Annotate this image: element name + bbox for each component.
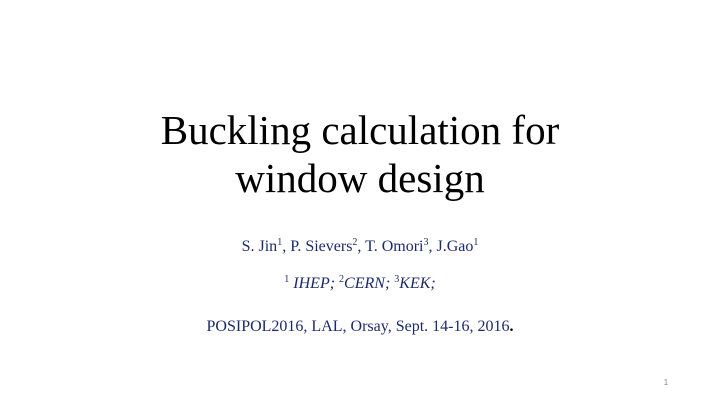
affiliation-name: IHEP; <box>289 275 340 292</box>
affiliation-list <box>0 275 720 293</box>
affiliation-name: KEK; <box>399 275 436 292</box>
affiliation <box>394 275 435 292</box>
author <box>365 238 436 255</box>
author-separator: , <box>428 238 437 255</box>
author <box>437 238 479 255</box>
author-separator: , <box>357 238 366 255</box>
conference-period: . <box>509 318 514 335</box>
conference-line <box>0 318 720 336</box>
conference-text: POSIPOL2016, LAL, Orsay, Sept. 14-16, 2016 <box>206 318 510 335</box>
author-affiliation-mark: 3 <box>423 237 429 248</box>
slide-title <box>0 106 720 202</box>
affiliation <box>339 275 394 292</box>
affiliation-mark: 3 <box>394 274 400 285</box>
slide-title-line-2: window design <box>235 155 485 201</box>
author-separator: , <box>282 238 291 255</box>
author-name: J.Gao <box>436 238 474 255</box>
author-name: S. Jin <box>241 238 278 255</box>
author-affiliation-mark: 1 <box>277 237 283 248</box>
author-affiliation-mark: 1 <box>473 237 479 248</box>
affiliation-name: CERN; <box>344 275 395 292</box>
affiliation-mark: 1 <box>284 274 290 285</box>
slide-title-line-1: Buckling calculation for <box>160 107 560 153</box>
author-name: P. Sievers <box>290 238 353 255</box>
author-list <box>0 238 720 256</box>
author-name: T. Omori <box>365 238 424 255</box>
page-number: 1 <box>663 378 669 387</box>
author <box>290 238 365 255</box>
affiliation-mark: 2 <box>339 274 345 285</box>
author <box>242 238 291 255</box>
affiliation <box>284 275 339 292</box>
author-affiliation-mark: 2 <box>352 237 358 248</box>
